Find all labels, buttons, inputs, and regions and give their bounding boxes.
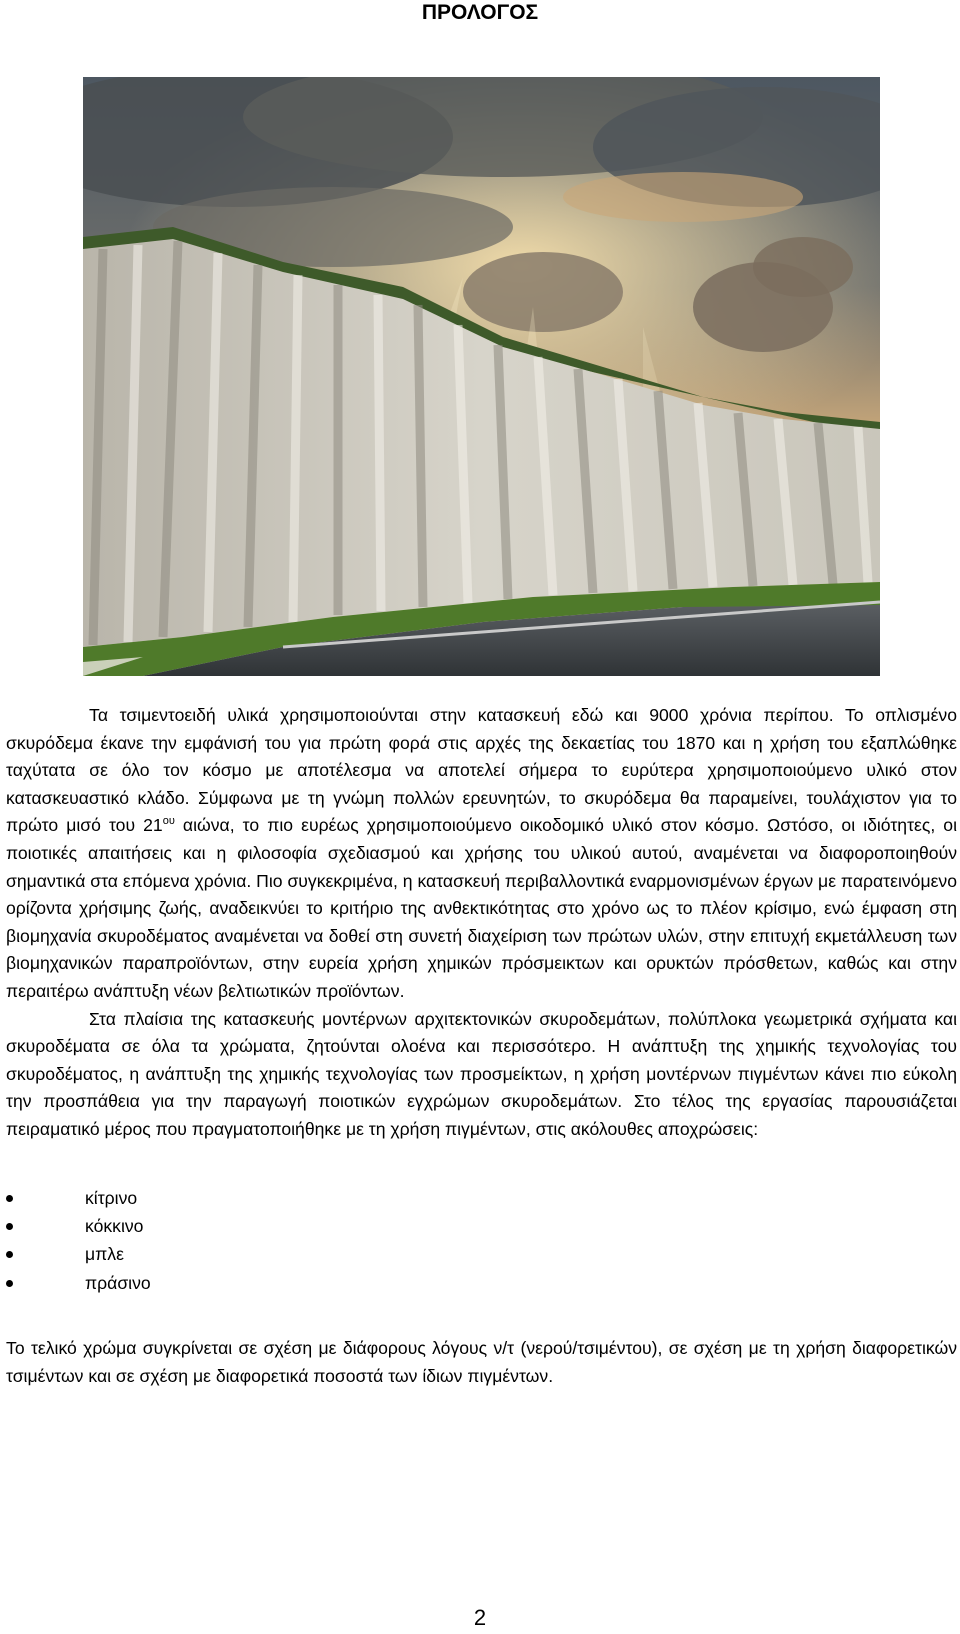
bullet-icon: [6, 1195, 13, 1202]
superscript-ou: ου: [162, 815, 175, 828]
paragraph-colored-concrete: Στα πλαίσια της κατασκευής μοντέρνων αρχιτεκτονικών σκυροδεμάτων, πολύπλοκα γεωμετρικά σχήματα και σκυροδέματα σε όλα τα χρώματα, ζητούνται ολοένα και περισσότερο. Η ανάπτυξη της χημικής τεχνολογίας του σκυροδέματος, η ανάπτυξη της χημικής τεχνολογίας των προσμείκτων, η χρήση μοντέρνων πιγμέντων κάνει πιο εύκολη την προσπάθεια για την παραγωγή ποιοτικών εγχρώμων σκυροδεμάτων. Στο τέλος της εργασίας παρουσιάζεται πειραματικό μέρος που πραγματοποιήθηκε με τη χρήση πιγμέντων, στις ακόλουθες αποχρώσεις:: [6, 1008, 957, 1139]
list-item: κόκκινο: [6, 1212, 957, 1240]
color-list: [6, 1184, 957, 1298]
body-text: [6, 702, 957, 1390]
list-item: μπλε: [6, 1240, 957, 1268]
list-item: πράσινο: [6, 1269, 957, 1297]
page-number: 2: [473, 1605, 487, 1630]
concrete-curtain-wall-photo: [83, 77, 880, 676]
bullet-icon: [6, 1223, 13, 1230]
bullet-icon: [6, 1251, 13, 1258]
paragraph-conclusion: Το τελικό χρώμα συγκρίνεται σε σχέση με διάφορους λόγους ν/τ (νερού/τσιμέντου), σε σχέση με τη χρήση διαφορετικών τσιμέντων και σε σχέση με διαφορετικά ποσοστά των ίδιων πιγμέντων.: [6, 1338, 957, 1386]
page-title: ΠΡΟΛΟΓΟΣ: [421, 1, 539, 24]
list-item: κίτρινο: [6, 1184, 957, 1212]
paragraph-intro: Τα τσιμεντοειδή υλικά χρησιμοποιούνται στην κατασκευή εδώ και 9000 χρόνια περίπου. Το οπλισμένο σκυρόδεμα έκανε την εμφάνισή του για πρώτη φορά στις αρχές της δεκαετίας του 1870 και η χρήση του εξαπλώθηκε ταχύτατα σε όλο τον κόσμο με αποτέλεσμα να αποτελεί σήμερα το ευρύτερα χρησιμοποιούμενο υλικό στον κατασκευαστικό κλάδο. Σύμφωνα με τη γνώμη πολλών ερευνητών, το σκυρόδεμα θα παραμείνει, τουλάχιστον για το πρώτο μισό του $21^{o\upsilon}$ αιώνα, το πιο ευρέως χρησιμοποιούμενο οικοδομικό υλικό στον κόσμο. Ωστόσο, οι ιδιότητες, οι ποιοτικές απαιτήσεις και η φιλοσοφία σχεδιασμού και χρήσης του υλικού αυτού, αναμένεται να διαφοροποιηθούν σημαντικά στα επόμενα χρόνια. Πιο συγκεκριμένα, η κατασκευή περιβαλλοντικά εναρμονισμένων έργων με παρατεινόμενο ορίζοντα χρήσιμης ζωής, αναδεικνύει το κριτήριο της ανθεκτικότητας στο χρόνο ως το πλέον κρίσιμο, ενώ έμφαση στη βιομηχανία σκυροδέματος αναμένεται να δοθεί στη συνετή διαχείριση των πρώτων υλών, στην επιτυχή εκμετάλλευση των βιομηχανικών παραπροϊόντων, στην ευρεία χρήση χημικών πρόσμεικτων και ορυκτών πρόσθετων, καθώς και στην περαιτέρω ανάπτυξη νέων βελτιωτικών προϊόντων.: [6, 705, 958, 1001]
bullet-icon: [6, 1280, 13, 1287]
